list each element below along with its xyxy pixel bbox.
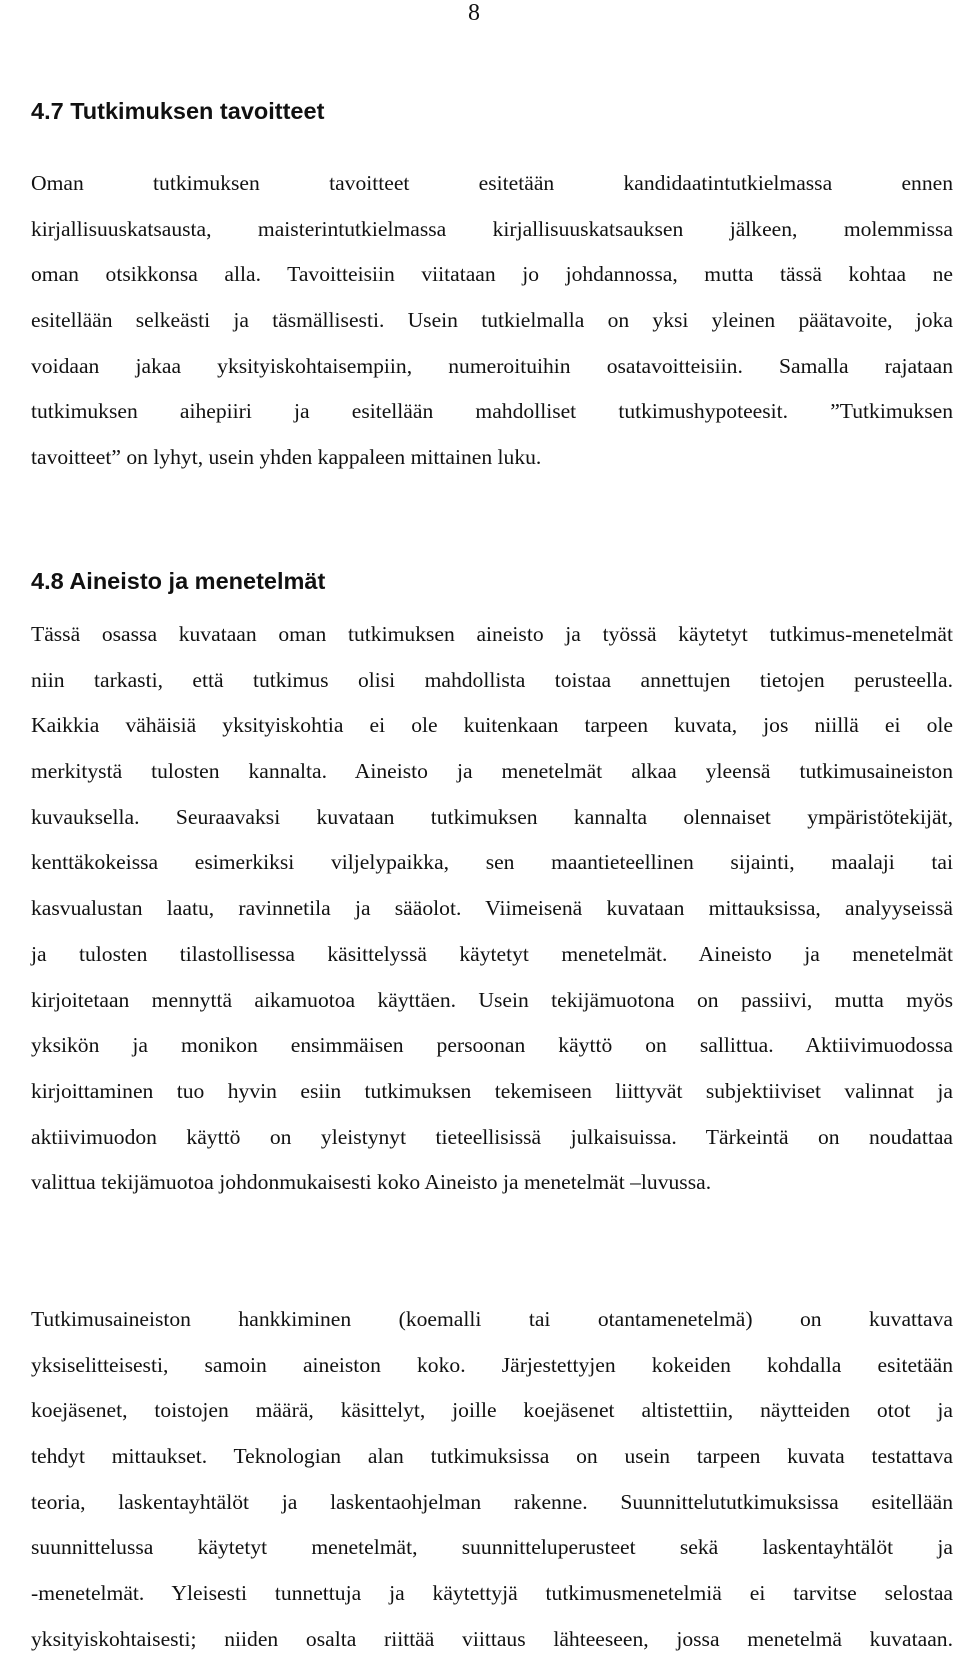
text-line: Kaikkia vähäisiä yksityiskohtia ei ole kuitenkaan tarpeen kuvata, jos niillä ei ole [31,713,953,738]
text-line: kirjoitetaan mennyttä aikamuotoa käyttäen. Usein tekijämuotona on passiivi, mutta myös [31,987,953,1012]
text-line: -menetelmät. Yleisesti tunnettuja ja käytettyjä tutkimusmenetelmiä ei tarvitse selostaa [31,1581,953,1606]
text-line: tehdyt mittaukset. Teknologian alan tutkimuksissa on usein tarpeen kuvata testattava [31,1444,953,1469]
text-line: tutkimuksen aihepiiri ja esitellään mahdolliset tutkimushypoteesit. ”Tutkimuksen [31,399,953,424]
text-line: kirjallisuuskatsausta, maisterintutkielmassa kirjallisuuskatsauksen jälkeen, molemmissa [31,216,953,241]
text-line: kenttäkokeissa esimerkiksi viljelypaikka, sen maantieteellinen sijainti, maalaji tai [31,850,953,875]
text-line: aktiivimuodon käyttö on yleistynyt tieteellisissä julkaisuissa. Tärkeintä on noudattaa [31,1124,953,1149]
text-line: yksityiskohtaisesti; niiden osalta riittää viittaus lähteeseen, jossa menetelmä kuvataan. [31,1626,953,1651]
text-line: oman otsikkonsa alla. Tavoitteisiin viitataan jo johdannossa, mutta tässä kohtaa ne [31,262,953,287]
text-line: koejäsenet, toistojen määrä, käsittelyt, joille koejäsenet altistettiin, näytteiden otot ja [31,1398,953,1423]
paragraph-tavoitteet [31,161,953,481]
text-line: voidaan jakaa yksityiskohtaisempiin, numeroituihin osatavoitteisiin. Samalla rajataan [31,353,953,378]
text-line: kuvauksella. Seuraavaksi kuvataan tutkimuksen kannalta olennaiset ympäristötekijät, [31,804,953,829]
text-line: yksikön ja monikon ensimmäisen persoonan käyttö on sallittua. Aktiivimuodossa [31,1033,953,1058]
text-line: yksiselitteisesti, samoin aineiston koko. Järjestettyjen kokeiden kohdalla esitetään [31,1352,953,1377]
text-line: merkitystä tulosten kannalta. Aineisto ja menetelmät alkaa yleensä tutkimusaineiston [31,759,953,784]
text-line: kasvualustan laatu, ravinnetila ja sääolot. Viimeisenä kuvataan mittauksissa, analyyseissä [31,896,953,921]
text-line: esitellään selkeästi ja täsmällisesti. Usein tutkielmalla on yksi yleinen päätavoite, joka [31,308,953,333]
paragraph-aineisto-2 [31,1297,953,1663]
page-number: 8 [468,0,480,26]
text-line: Tutkimusaineiston hankkiminen (koemalli tai otantamenetelmä) on kuvattava [31,1307,953,1331]
text-line: teoria, laskentayhtälöt ja laskentaohjelman rakenne. Suunnittelututkimuksissa esitellään [31,1489,953,1514]
text-line: valittua tekijämuotoa johdonmukaisesti koko Aineisto ja menetelmät –luvussa. [31,1170,712,1195]
text-line: Oman tutkimuksen tavoitteet esitetään kandidaatintutkielmassa ennen [31,171,953,195]
text-line: ja tulosten tilastollisessa käsittelyssä käytetyt menetelmät. Aineisto ja menetelmät [31,941,953,966]
text-line: tavoitteet” on lyhyt, usein yhden kappaleen mittainen luku. [31,445,542,470]
text-line: Tässä osassa kuvataan oman tutkimuksen aineisto ja työssä käytetyt tutkimus-menetelmät [31,622,953,646]
section-heading-tavoitteet: 4.7 Tutkimuksen tavoitteet [31,98,325,124]
paragraph-aineisto-1 [31,612,953,1206]
text-line: suunnittelussa käytetyt menetelmät, suunnitteluperusteet sekä laskentayhtälöt ja [31,1535,953,1560]
text-line: niin tarkasti, että tutkimus olisi mahdollista toistaa annettujen tietojen perusteella. [31,667,953,692]
section-heading-aineisto: 4.8 Aineisto ja menetelmät [31,568,326,594]
text-line: kirjoittaminen tuo hyvin esiin tutkimuksen tekemiseen liittyvät subjektiiviset valinnat ja [31,1078,953,1103]
